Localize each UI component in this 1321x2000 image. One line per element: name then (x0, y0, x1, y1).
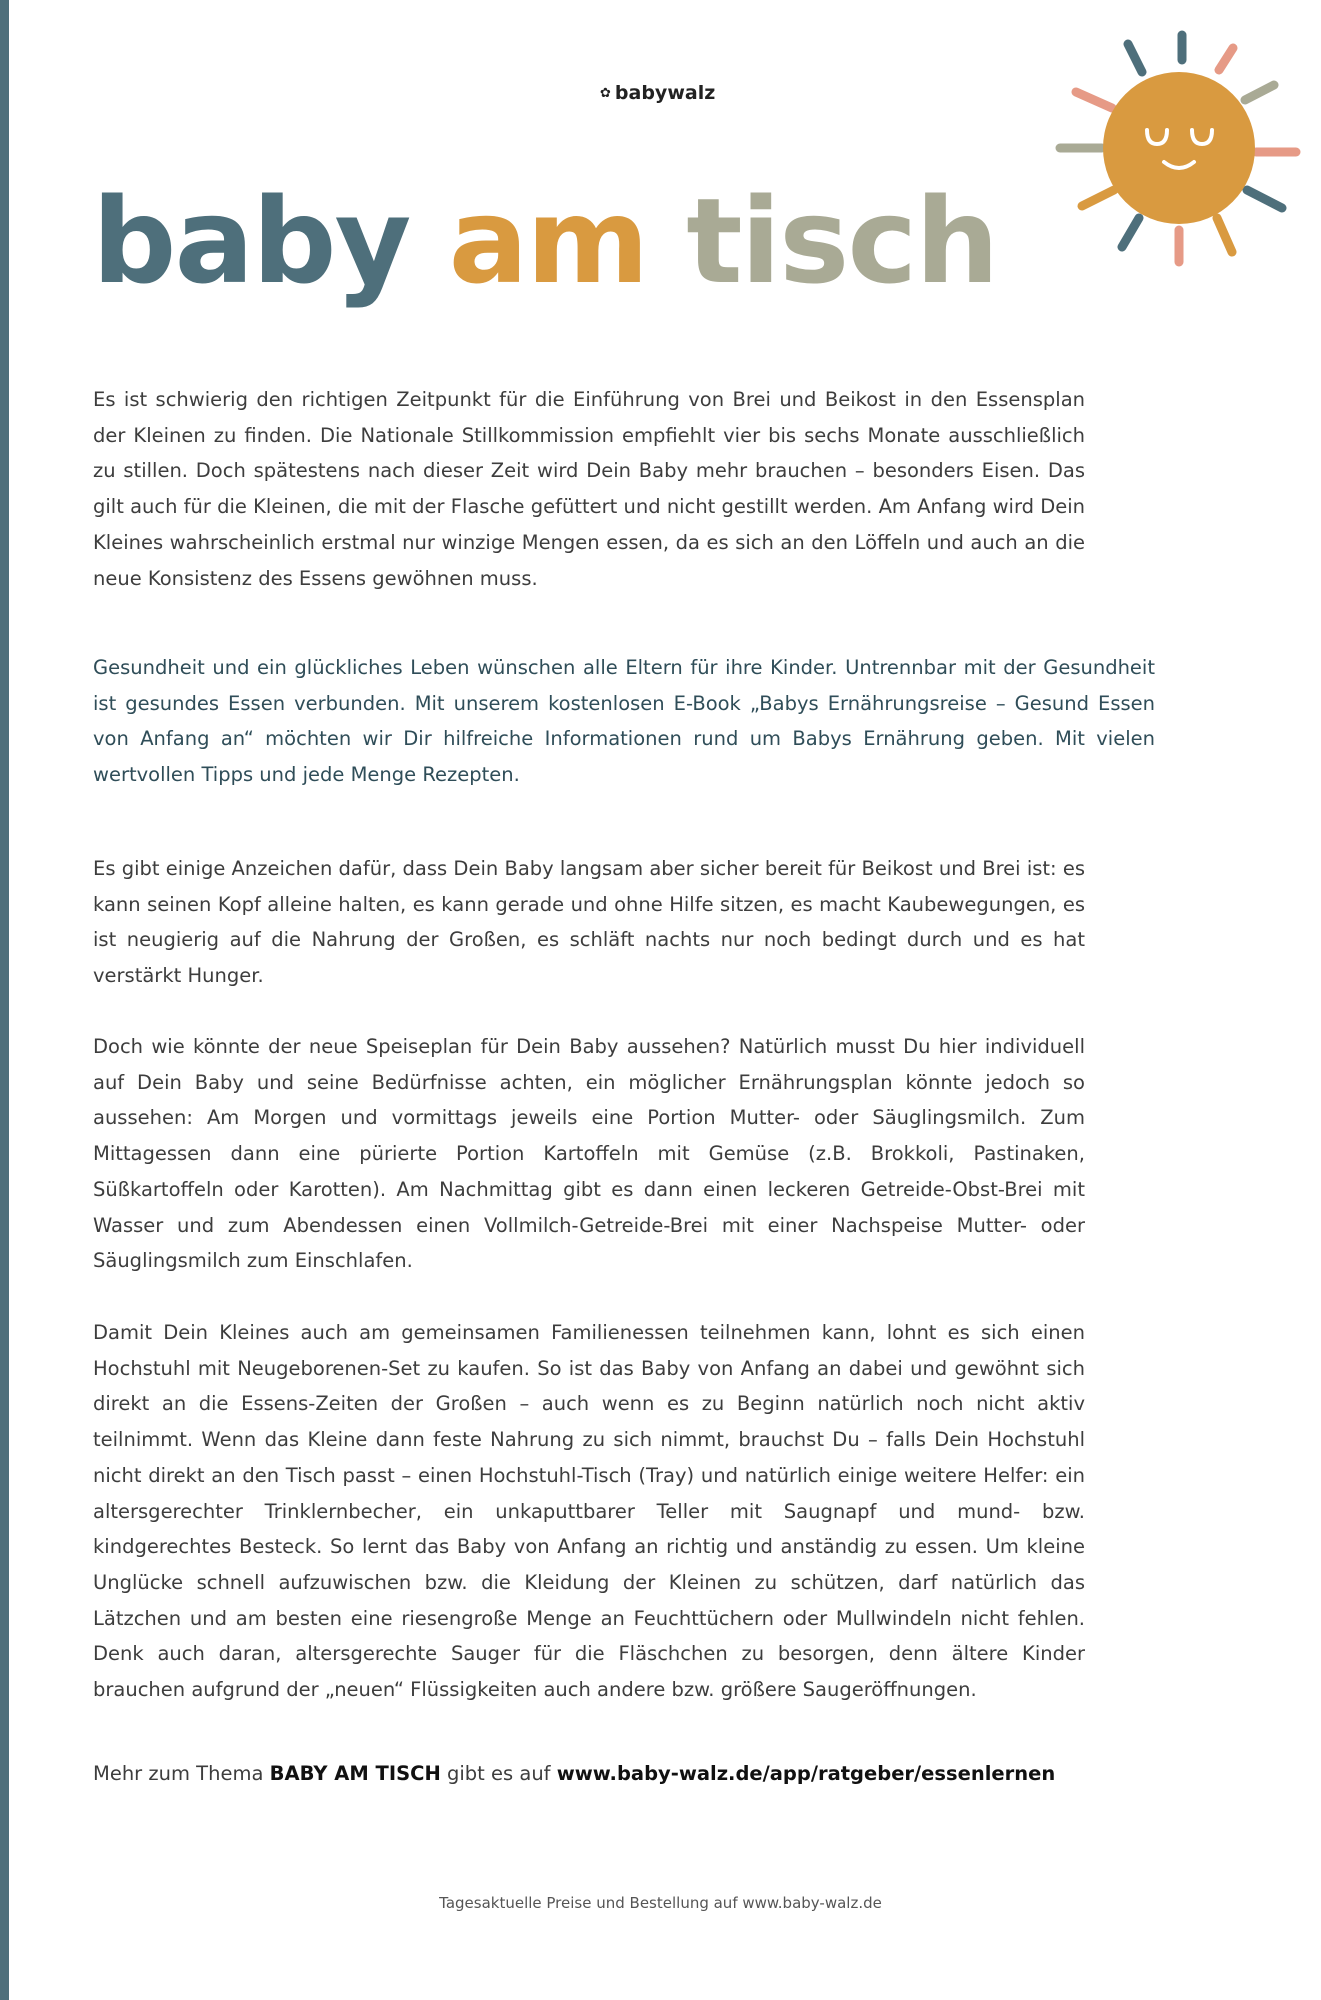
sun-ray (1082, 190, 1114, 206)
page-title (92, 172, 998, 310)
sun-ray (1217, 218, 1232, 252)
sun-ray (1076, 92, 1112, 108)
more-info-link[interactable]: www.baby-walz.de/app/ratgeber/essenlernen (556, 1762, 1056, 1785)
sun-face (1103, 72, 1255, 224)
brand-logo[interactable] (600, 82, 730, 104)
sun-ray (1122, 218, 1139, 247)
title-word-baby: baby (92, 172, 410, 310)
flower-icon: ✿ (600, 85, 611, 101)
brand-logo-text: babywalz (614, 82, 716, 104)
sun-ray (1247, 190, 1282, 208)
left-accent-bar (0, 0, 9, 2000)
sun-ray (1245, 85, 1274, 100)
readiness-signs-paragraph: Es gibt einige Anzeichen dafür, dass Dein Baby langsam aber sicher bereit für Beikost und Brei ist: es kann seinen Kopf alleine halten, es kann gerade und ohne Hilfe sitzen, es macht Kaubewegungen, es ist neugierig auf die Nahrung der Großen, es schläft nachts nur noch bedingt durch und es hat verstärkt Hunger. (93, 857, 1085, 988)
more-topic: BABY AM TISCH (269, 1762, 441, 1785)
more-middle: gibt es auf (440, 1762, 557, 1785)
title-word-am: am (448, 172, 648, 310)
footer-note: Tagesaktuelle Preise und Bestellung auf www.baby-walz.de (439, 1894, 882, 1912)
sun-ray (1219, 48, 1233, 70)
more-prefix: Mehr zum Thema (93, 1762, 270, 1785)
intro-paragraph: Es ist schwierig den richtigen Zeitpunkt für die Einführung von Brei und Beikost in den Essensplan der Kleinen zu finden. Die Nationale Stillkommission empfiehlt vier bis sechs Monate ausschließlich zu stillen. Doch spätestens nach dieser Zeit wird Dein Baby mehr brauchen – besonders Eisen. Das gilt auch für die Kleinen, die mit der Flasche gefüttert und nicht gestillt werden. Am Anfang wird Dein Kleines wahrscheinlich erstmal nur winzige Mengen essen, da es sich an den Löffeln und auch an die neue Konsistenz des Essens gewöhnen muss. (93, 388, 1085, 590)
ebook-paragraph: Gesundheit und ein glückliches Leben wünschen alle Eltern für ihre Kinder. Untrennbar mit der Gesundheit ist gesundes Essen verbunden. Mit unserem kostenlosen E-Book „Babys Ernährungsreise – Gesund Essen von Anfang an“ möchten wir Dir hilfreiche Informationen rund um Babys Ernährung geben. Mit vielen wertvollen Tipps und jede Menge Rezepten. (93, 656, 1155, 787)
family-meal-paragraph: Damit Dein Kleines auch am gemeinsamen Familienessen teilnehmen kann, lohnt es sich einen Hochstuhl mit Neugeborenen-Set zu kaufen. So ist das Baby von Anfang an dabei und gewöhnt sich direkt an die Essens-Zeiten der Großen – auch wenn es zu Beginn natürlich noch nicht aktiv teilnimmt. Wenn das Kleine dann feste Nahrung zu sich nimmt, brauchst Du – falls Dein Hochstuhl nicht direkt an den Tisch passt – einen Hochstuhl-Tisch (Tray) und natürlich einige weitere Helfer: ein altersgerechter Trinklernbecher, ein unkaputtbarer Teller mit Saugnapf und mund- bzw. kindgerechtes Besteck. So lernt das Baby von Anfang an richtig und anständig zu essen. Um kleine Unglücke schnell aufzuwischen bzw. die Kleidung der Kleinen zu schützen, darf natürlich das Lätzchen und am besten eine riesengroße Menge an Feuchttüchern oder Mullwindeln nicht fehlen. Denk auch daran, altersgerechte Sauger für die Fläschchen zu besorgen, denn ältere Kinder brauchen aufgrund der „neuen“ Flüssigkeiten auch andere bzw. größere Saugeröffnungen. (93, 1321, 1085, 1702)
more-info-line (93, 1756, 1193, 1792)
sun-illustration (1052, 30, 1312, 280)
meal-plan-paragraph: Doch wie könnte der neue Speiseplan für Dein Baby aussehen? Natürlich musst Du hier individuell auf Dein Baby und seine Bedürfnisse achten, ein möglicher Ernährungsplan könnte jedoch so aussehen: Am Morgen und vormittags jeweils eine Portion Mutter- oder Säuglingsmilch. Zum Mittagessen dann eine pürierte Portion Kartoffeln mit Gemüse (z.B. Brokkoli, Pastinaken, Süßkartoffeln oder Karotten). Am Nachmittag gibt es dann einen leckeren Getreide-Obst-Brei mit Wasser und zum Abendessen einen Vollmilch-Getreide-Brei mit einer Nachspeise Mutter- oder Säuglingsmilch zum Einschlafen. (93, 1035, 1085, 1273)
sun-ray (1128, 44, 1142, 72)
title-word-tisch: tisch (686, 172, 998, 310)
